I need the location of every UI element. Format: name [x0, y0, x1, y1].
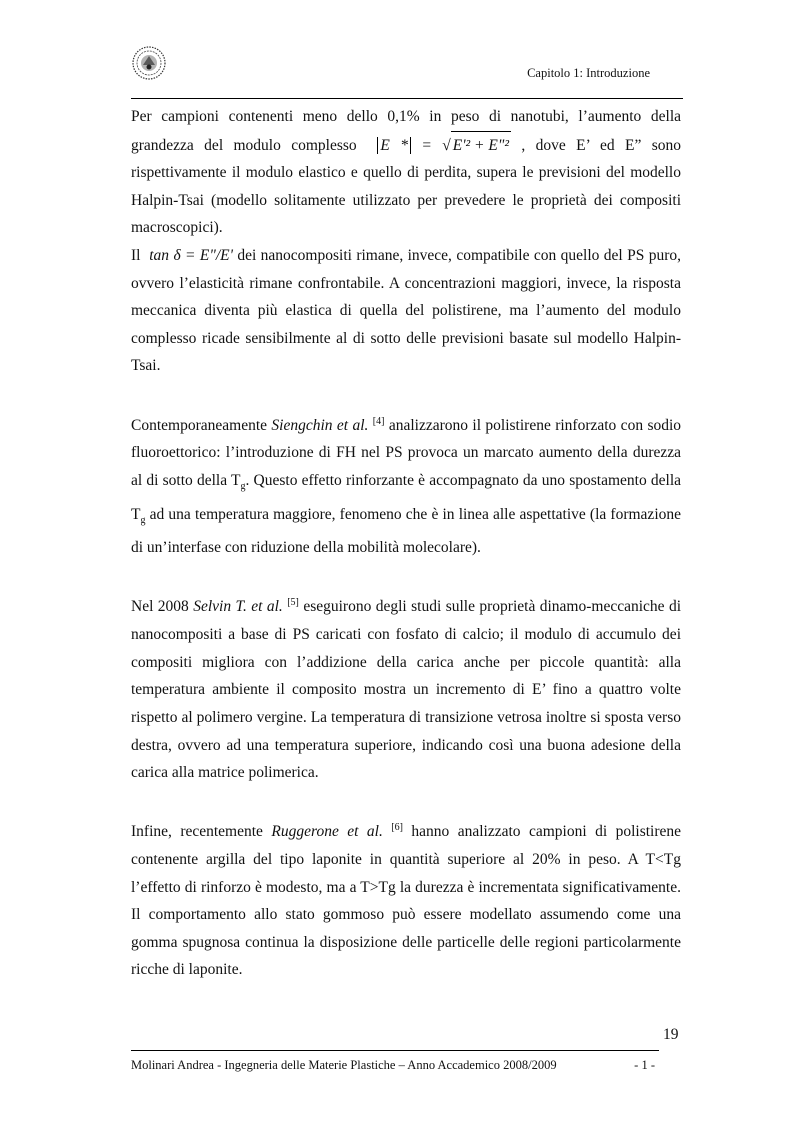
citation-ref: [6]: [391, 822, 403, 834]
footer-divider: [131, 1050, 659, 1051]
paragraph-3: Contemporaneamente Siengchin et al. [4] analizzarono il polistirene rinforzato con sodio fluoroettorico: l’introduzione di FH nel PS provoca un marcato aumento della durezza al di sotto della $T_g$. Questo effetto rinforzante è accompagnato da uno spostamento della $T_g$ ad una temperatura maggiore, fenomeno che è in linea alle aspettative (la formazione di un’interfase con riduzione della mobilità molecolare).: [131, 415, 682, 557]
page-number: 19: [663, 1026, 679, 1043]
footer: [131, 1058, 655, 1073]
citation-ref: [5]: [287, 597, 299, 609]
footer-page: - 1 -: [634, 1058, 655, 1072]
paragraph-1: Per campioni contenenti meno dello 0,1% in peso di nanotubi, l’aumento della grandezza del modulo complesso E * = √ E'² + E"² , dove E’ ed E” sono rispettivamente il modulo elastico e quello di perdita, supera le previsioni del modello Halpin-Tsai (modello solitamente utilizzato per prevedere le proprietà dei compositi macroscopici).: [131, 108, 682, 237]
paragraph-4: Nel 2008 Selvin T. et al. [5] eseguirono degli studi sulle proprietà dinamo-meccaniche di nanocompositi a base di PS caricati con fosfato di calcio; il modulo di accumulo dei compositi migliora con l’addizione della carica anche per piccole quantità: alla temperatura ambiente il composito mostra un incremento di E’ fino a quattro volte rispetto al polimero vergine. La temperatura di transizione vetrosa inoltre si sposta verso destra, ovvero ad una temperatura superiore, indicando così una buona adesione della carica alla matrice polimerica.: [131, 597, 682, 782]
citation-author: Siengchin et al.: [271, 416, 369, 434]
paragraph-5: Infine, recentemente Ruggerone et al. [6] hanno analizzato campioni di polistirene contenente argilla del tipo laponite in quantità superiore al 20% in peso. A T<Tg l’effetto di rinforzo è modesto, ma a T>Tg la durezza è incrementata significativamente. Il comportamento allo stato gommoso può essere modellato assumendo come una gomma spugnosa continua la disposizione delle particelle delle regioni particolarmente ricche di laponite.: [131, 822, 682, 979]
chapter-title: Capitolo 1: Introduzione: [527, 66, 650, 80]
university-seal-icon: [131, 45, 167, 81]
citation-author: Ruggerone et al.: [271, 823, 383, 841]
complex-modulus-formula: E * = √ E'² + E"²: [377, 137, 521, 154]
loss-tangent-formula: tan δ = E"/E': [149, 246, 233, 264]
header-divider: [131, 98, 683, 99]
footer-author: Molinari Andrea - Ingegneria delle Materie Plastiche – Anno Accademico 2008/2009: [131, 1058, 557, 1072]
citation-author: Selvin T. et al.: [193, 598, 283, 616]
paragraph-2: Il tan δ = E"/E' dei nanocompositi rimane, invece, compatibile con quello del PS puro, ovvero l’elasticità rimane confrontabile. A concentrazioni maggiori, invece, la risposta meccanica diventa più elastica di quella del polistirene, ma l’aumento del modulo complesso ricade sensibilmente al di sotto delle previsioni basate sul modello Halpin-Tsai.: [131, 246, 682, 375]
main-text: [131, 103, 681, 984]
citation-ref: [4]: [372, 415, 385, 427]
